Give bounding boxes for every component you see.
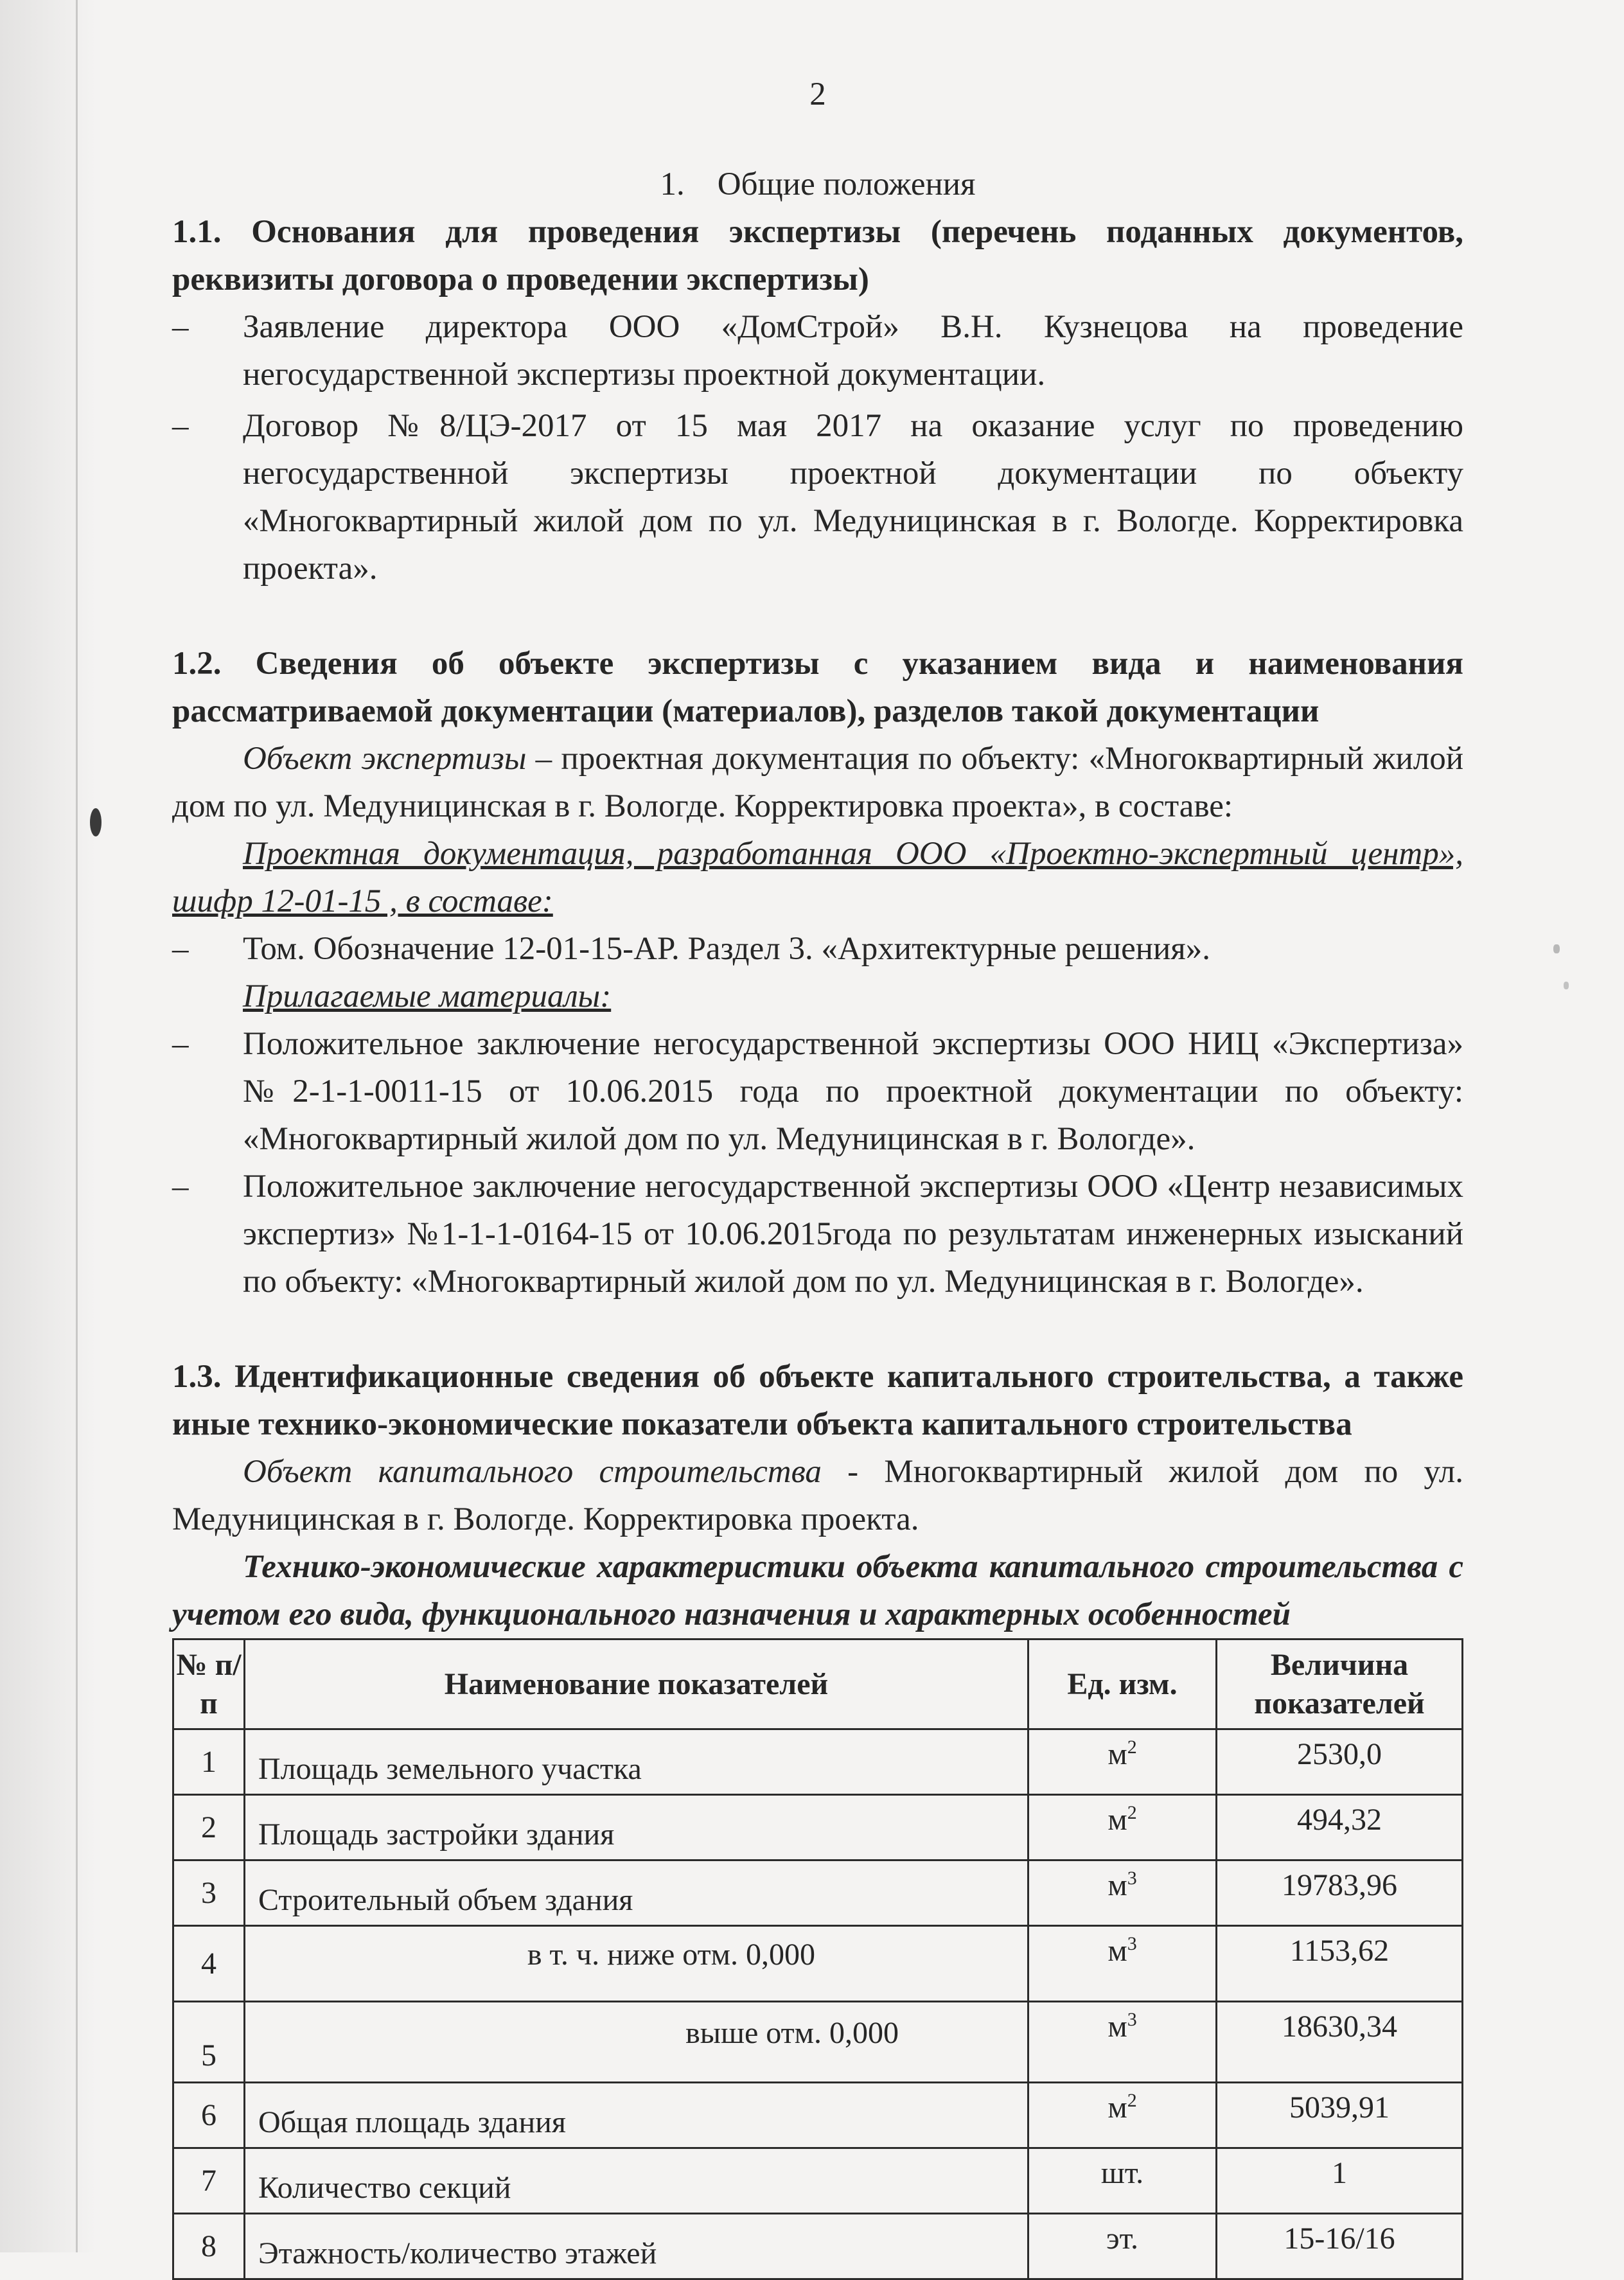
unit-text: м bbox=[1108, 1934, 1127, 1968]
list-item bbox=[172, 1163, 1463, 1305]
unit-exponent: 2 bbox=[1127, 2090, 1137, 2111]
cell-name: Площадь земельного участка bbox=[245, 1729, 1028, 1795]
list-dash: – bbox=[172, 309, 189, 345]
unit-exponent: 2 bbox=[1127, 1737, 1137, 1758]
volume-item: Том. Обозначение 12-01-15-АР. Раздел 3. «Архитектурные решения». bbox=[243, 931, 1211, 967]
cell-num: 7 bbox=[173, 2148, 245, 2214]
unit-exponent: 3 bbox=[1127, 1933, 1137, 1954]
scan-speck bbox=[1564, 982, 1569, 989]
header-value: Величина показателей bbox=[1217, 1639, 1463, 1729]
cell-unit bbox=[1028, 1729, 1217, 1795]
cell-num: 3 bbox=[173, 1860, 245, 1926]
construction-object-paragraph bbox=[172, 1448, 1463, 1543]
construction-object-label: Объект капитального строительства bbox=[243, 1454, 822, 1490]
cell-num: 6 bbox=[173, 2083, 245, 2148]
scan-edge-line bbox=[76, 0, 78, 2252]
section-title: 1. Общие положения bbox=[660, 166, 976, 202]
cell-num: 2 bbox=[173, 1795, 245, 1860]
header-num: № п/п bbox=[173, 1639, 245, 1729]
cell-unit bbox=[1028, 2083, 1217, 2148]
expertise-object-label: Объект экспертизы bbox=[243, 741, 527, 777]
section-1-2-heading: 1.2. Сведения об объекте экспертизы с указанием вида и наименования рассматриваемой документации (материалов), разделов такой документации bbox=[172, 646, 1463, 729]
cell-value: 2530,0 bbox=[1217, 1729, 1463, 1795]
cell-num: 1 bbox=[173, 1729, 245, 1795]
unit-text: м bbox=[1108, 1868, 1127, 1902]
punch-hole bbox=[90, 808, 102, 836]
document-page bbox=[172, 71, 1463, 2280]
unit-text: м bbox=[1108, 2010, 1127, 2044]
list-item bbox=[172, 402, 1463, 592]
unit-exponent: 3 bbox=[1127, 1868, 1137, 1889]
application-item: Заявление директора ООО «ДомСтрой» В.Н. Кузнецова на проведение негосударственной экспертизы проектной документации. bbox=[243, 309, 1463, 393]
expertise-object-text: – проектная документация по объекту: «Многоквартирный жилой дом по ул. Медуницинская в г. Вологде. Корректировка проекта», в составе: bbox=[172, 741, 1464, 824]
cell-value: 494,32 bbox=[1217, 1795, 1463, 1860]
table-row bbox=[173, 2083, 1463, 2148]
unit-text: шт. bbox=[1100, 2156, 1144, 2190]
attached-materials-label: Прилагаемые материалы: bbox=[243, 978, 612, 1014]
unit-text: м bbox=[1108, 1803, 1127, 1837]
list-dash: – bbox=[172, 1169, 189, 1205]
list-item bbox=[172, 1020, 1463, 1163]
cell-value: 19783,96 bbox=[1217, 1860, 1463, 1926]
scan-shadow bbox=[0, 0, 96, 2252]
cell-value: 15-16/16 bbox=[1217, 2214, 1463, 2279]
attached-conclusion-1: Положительное заключение негосударственной экспертизы ООО НИЦ «Экспертиза» №2-1-1-0011-15 от 10.06.2015 года по проектной документации по объекту: «Многоквартирный жилой дом по ул. Медуницинская в г. Вологде». bbox=[243, 1026, 1463, 1157]
cell-unit bbox=[1028, 2002, 1217, 2083]
list-item bbox=[172, 925, 1463, 973]
table-row bbox=[173, 1795, 1463, 1860]
cell-unit bbox=[1028, 2148, 1217, 2214]
list-dash: – bbox=[172, 931, 189, 967]
cell-unit bbox=[1028, 1860, 1217, 1926]
cell-num: 4 bbox=[173, 1926, 245, 2002]
cell-name: Строительный объем здания bbox=[245, 1860, 1028, 1926]
unit-text: м bbox=[1108, 2090, 1127, 2125]
cell-name: Общая площадь здания bbox=[245, 2083, 1028, 2148]
cell-name: Этажность/количество этажей bbox=[245, 2214, 1028, 2279]
cell-value: 5039,91 bbox=[1217, 2083, 1463, 2148]
cell-num: 8 bbox=[173, 2214, 245, 2279]
table-row bbox=[173, 2214, 1463, 2279]
cell-name: выше отм. 0,000 bbox=[245, 2002, 1028, 2083]
unit-text: м bbox=[1108, 1737, 1127, 1771]
scan-speck bbox=[1553, 944, 1560, 953]
table-row bbox=[173, 2148, 1463, 2214]
list-dash: – bbox=[172, 1026, 189, 1062]
cell-value: 18630,34 bbox=[1217, 2002, 1463, 2083]
cell-unit bbox=[1028, 1926, 1217, 2002]
unit-exponent: 2 bbox=[1127, 1802, 1137, 1823]
header-name: Наименование показателей bbox=[245, 1639, 1028, 1729]
cell-unit bbox=[1028, 1795, 1217, 1860]
table-header-row bbox=[173, 1639, 1463, 1729]
cell-value: 1153,62 bbox=[1217, 1926, 1463, 2002]
section-1-1-heading: 1.1. Основания для проведения экспертизы (перечень поданных документов, реквизиты договора о проведении экспертизы) bbox=[172, 214, 1463, 297]
cell-name: в т. ч. ниже отм. 0,000 bbox=[245, 1926, 1028, 2002]
table-row bbox=[173, 1729, 1463, 1795]
header-unit: Ед. изм. bbox=[1028, 1639, 1217, 1729]
indicators-table bbox=[172, 1638, 1463, 2280]
table-row bbox=[173, 1860, 1463, 1926]
construction-object-text: - Многоквартирный жилой дом по ул. Медуницинская в г. Вологде. Корректировка проекта. bbox=[172, 1454, 1463, 1537]
cell-num: 5 bbox=[173, 2002, 245, 2083]
page-number: 2 bbox=[809, 76, 826, 112]
project-developer: Проектная документация, разработанная ООО «Проектно-экспертный центр», шифр 12-01-15 , в составе: bbox=[172, 836, 1463, 919]
table-row bbox=[173, 2002, 1463, 2083]
expertise-object-paragraph bbox=[172, 735, 1463, 830]
list-dash: – bbox=[172, 408, 189, 444]
cell-value: 1 bbox=[1217, 2148, 1463, 2214]
table-caption: Технико-экономические характеристики объекта капитального строительства с учетом его вида, функционального назначения и характерных особенностей bbox=[172, 1549, 1463, 1632]
cell-name: Площадь застройки здания bbox=[245, 1795, 1028, 1860]
unit-text: эт. bbox=[1106, 2222, 1138, 2256]
cell-unit bbox=[1028, 2214, 1217, 2279]
section-1-3-heading: 1.3. Идентификационные сведения об объекте капитального строительства, а также иные технико-экономические показатели объекта капитального строительства bbox=[172, 1359, 1463, 1442]
cell-name: Количество секций bbox=[245, 2148, 1028, 2214]
table-row bbox=[173, 1926, 1463, 2002]
unit-exponent: 3 bbox=[1127, 2009, 1137, 2030]
attached-conclusion-2: Положительное заключение негосударственной экспертизы ООО «Центр независимых экспертиз» №1-1-1-0164-15 от 10.06.2015года по результатам инженерных изысканий по объекту: «Многоквартирный жилой дом по ул. Медуницинская в г. Вологде». bbox=[243, 1169, 1463, 1300]
contract-item: Договор №8/ЦЭ-2017 от 15 мая 2017 на оказание услуг по проведению негосударственной экспертизы проектной документации по объекту «Многоквартирный жилой дом по ул. Медуницинская в г. Вологде. Корректировка проекта». bbox=[243, 408, 1463, 587]
list-item bbox=[172, 303, 1463, 398]
